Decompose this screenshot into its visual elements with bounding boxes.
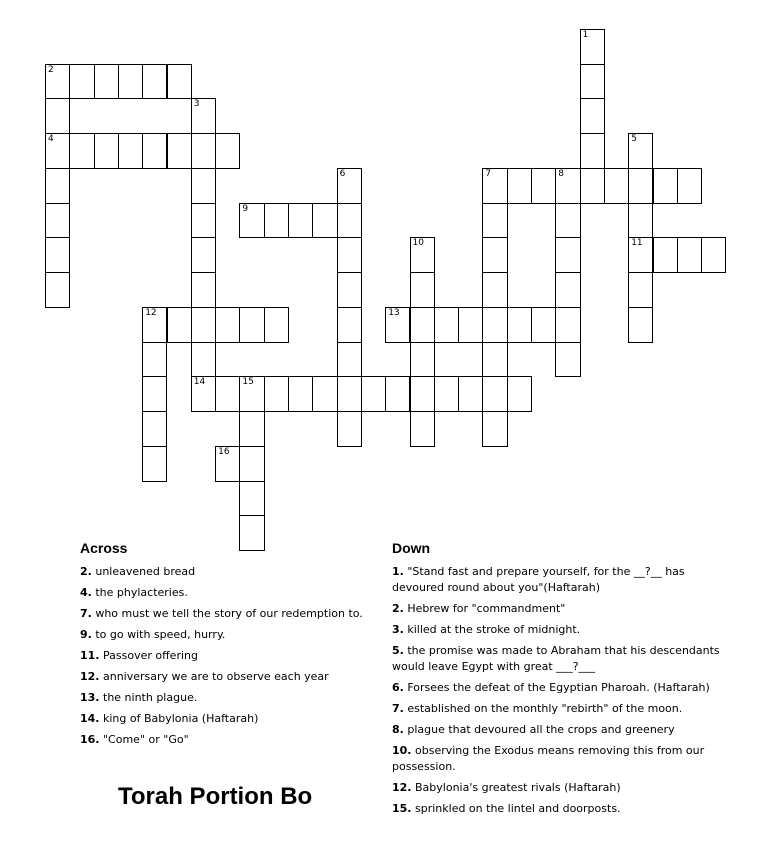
clue-text: king of Babylonia (Haftarah) — [103, 712, 259, 725]
clue-text: who must we tell the story of our redemption to. — [95, 607, 363, 620]
clue-number: 12 — [145, 307, 157, 318]
clue-text: Passover offering — [103, 649, 198, 662]
across-clue — [80, 711, 380, 727]
grid-cell[interactable] — [337, 168, 362, 204]
clue-label-number: 12. — [80, 670, 100, 683]
clue-label-number: 9. — [80, 628, 92, 641]
grid-cell[interactable] — [410, 307, 435, 343]
grid-cell[interactable] — [94, 64, 119, 100]
grid-cell[interactable] — [215, 376, 240, 412]
clue-text: "Come" or "Go" — [103, 733, 189, 746]
grid-cell[interactable] — [191, 203, 216, 239]
grid-cell[interactable] — [45, 64, 70, 100]
clue-label-number: 7. — [392, 702, 404, 715]
grid-cell[interactable] — [580, 168, 605, 204]
grid-cell[interactable] — [45, 272, 70, 308]
down-clue — [392, 680, 722, 696]
grid-cell[interactable] — [653, 168, 678, 204]
clue-text: anniversary we are to observe each year — [103, 670, 329, 683]
puzzle-title: Torah Portion Bo — [118, 783, 313, 810]
grid-cell[interactable] — [507, 376, 532, 412]
clue-label-number: 15. — [392, 802, 412, 815]
grid-cell[interactable] — [628, 307, 653, 343]
grid-cell[interactable] — [507, 307, 532, 343]
grid-cell[interactable] — [482, 237, 507, 273]
clue-label-number: 10. — [392, 744, 412, 757]
grid-cell[interactable] — [628, 133, 653, 169]
grid-cell[interactable] — [337, 376, 362, 412]
across-heading: Across — [80, 540, 128, 556]
grid-cell[interactable] — [142, 411, 167, 447]
grid-cell[interactable] — [458, 307, 483, 343]
clue-label-number: 6. — [392, 681, 404, 694]
grid-cell[interactable] — [337, 237, 362, 273]
down-clue — [392, 743, 722, 775]
grid-cell[interactable] — [45, 203, 70, 239]
clue-text: sprinkled on the lintel and doorposts. — [415, 802, 621, 815]
across-clue — [80, 585, 380, 601]
grid-cell[interactable] — [555, 307, 580, 343]
clue-number: 3 — [193, 99, 200, 110]
grid-cell[interactable] — [191, 237, 216, 273]
grid-cell[interactable] — [191, 272, 216, 308]
grid-cell[interactable] — [482, 168, 507, 204]
clue-number: 13 — [388, 307, 400, 318]
grid-cell[interactable] — [167, 133, 192, 169]
clue-text: to go with speed, hurry. — [95, 628, 226, 641]
grid-cell[interactable] — [312, 203, 337, 239]
down-clue — [392, 643, 722, 675]
clue-label-number: 7. — [80, 607, 92, 620]
clue-number: 9 — [242, 203, 249, 214]
grid-cell[interactable] — [555, 237, 580, 273]
grid-cell[interactable] — [239, 411, 264, 447]
grid-cell[interactable] — [482, 376, 507, 412]
grid-cell[interactable] — [142, 133, 167, 169]
across-clue — [80, 648, 380, 664]
grid-cell[interactable] — [142, 376, 167, 412]
clue-label-number: 1. — [392, 565, 404, 578]
grid-cell[interactable] — [45, 237, 70, 273]
grid-cell[interactable] — [69, 64, 94, 100]
clue-number: 7 — [485, 168, 492, 179]
clue-label-number: 13. — [80, 691, 100, 704]
grid-cell[interactable] — [555, 272, 580, 308]
grid-cell[interactable] — [239, 376, 264, 412]
grid-cell[interactable] — [555, 168, 580, 204]
grid-cell[interactable] — [555, 203, 580, 239]
clue-text: Forsees the defeat of the Egyptian Pharoah. (Haftarah) — [407, 681, 710, 694]
grid-cell[interactable] — [531, 168, 556, 204]
grid-cell[interactable] — [142, 342, 167, 378]
grid-cell[interactable] — [288, 376, 313, 412]
grid-cell[interactable] — [531, 307, 556, 343]
grid-cell[interactable] — [167, 64, 192, 100]
clue-text: unleavened bread — [95, 565, 196, 578]
clue-number: 1 — [582, 30, 589, 40]
grid-cell[interactable] — [215, 133, 240, 169]
grid-cell[interactable] — [458, 376, 483, 412]
grid-cell[interactable] — [337, 203, 362, 239]
grid-cell[interactable] — [482, 342, 507, 378]
grid-cell[interactable] — [482, 272, 507, 308]
clue-text: Babylonia's greatest rivals (Haftarah) — [415, 781, 621, 794]
clue-label-number: 2. — [80, 565, 92, 578]
grid-cell[interactable] — [191, 376, 216, 412]
grid-cell[interactable] — [191, 133, 216, 169]
grid-cell[interactable] — [361, 376, 386, 412]
grid-cell[interactable] — [385, 376, 410, 412]
grid-cell[interactable] — [118, 64, 143, 100]
grid-cell[interactable] — [264, 307, 289, 343]
grid-cell[interactable] — [142, 446, 167, 482]
grid-cell[interactable] — [555, 342, 580, 378]
clue-label-number: 2. — [392, 602, 404, 615]
grid-cell[interactable] — [312, 376, 337, 412]
down-clue — [392, 801, 722, 817]
grid-cell[interactable] — [580, 29, 605, 65]
clue-text: the phylacteries. — [95, 586, 188, 599]
grid-cell[interactable] — [628, 203, 653, 239]
clue-number: 15 — [242, 377, 254, 388]
grid-cell[interactable] — [628, 272, 653, 308]
grid-cell[interactable] — [653, 237, 678, 273]
grid-cell[interactable] — [410, 272, 435, 308]
grid-cell[interactable] — [410, 237, 435, 273]
clue-label-number: 12. — [392, 781, 412, 794]
across-clue — [80, 606, 380, 622]
down-clue — [392, 780, 722, 796]
grid-cell[interactable] — [239, 203, 264, 239]
clue-text: Hebrew for "commandment" — [407, 602, 566, 615]
down-clue — [392, 622, 722, 638]
clue-number: 8 — [558, 168, 565, 179]
grid-cell[interactable] — [45, 168, 70, 204]
grid-cell[interactable] — [628, 168, 653, 204]
grid-cell[interactable] — [410, 342, 435, 378]
grid-cell[interactable] — [239, 481, 264, 517]
grid-cell[interactable] — [701, 237, 726, 273]
clue-number: 16 — [218, 446, 230, 457]
grid-cell[interactable] — [45, 133, 70, 169]
clue-label-number: 3. — [392, 623, 404, 636]
clue-text: the promise was made to Abraham that his descendants would leave Egypt with great ___?___ — [392, 644, 720, 673]
clue-label-number: 11. — [80, 649, 100, 662]
across-clue — [80, 627, 380, 643]
clue-label-number: 5. — [392, 644, 404, 657]
grid-cell[interactable] — [69, 133, 94, 169]
grid-cell[interactable] — [142, 307, 167, 343]
grid-cell[interactable] — [482, 307, 507, 343]
grid-cell[interactable] — [337, 342, 362, 378]
grid-cell[interactable] — [337, 272, 362, 308]
grid-cell[interactable] — [385, 307, 410, 343]
grid-cell[interactable] — [142, 64, 167, 100]
clue-label-number: 14. — [80, 712, 100, 725]
grid-cell[interactable] — [677, 168, 702, 204]
clue-number: 6 — [339, 168, 346, 179]
grid-cell[interactable] — [628, 237, 653, 273]
clue-number: 4 — [48, 134, 54, 145]
across-clue — [80, 690, 380, 706]
down-clue — [392, 564, 722, 596]
across-clue — [80, 564, 380, 580]
grid-cell[interactable] — [410, 376, 435, 412]
down-clue — [392, 701, 722, 717]
grid-cell[interactable] — [604, 168, 629, 204]
grid-cell[interactable] — [264, 203, 289, 239]
grid-cell[interactable] — [288, 203, 313, 239]
clue-text: observing the Exodus means removing this from our possession. — [392, 744, 705, 773]
grid-cell[interactable] — [580, 98, 605, 134]
grid-cell[interactable] — [337, 411, 362, 447]
down-clue — [392, 722, 722, 738]
grid-cell[interactable] — [191, 307, 216, 343]
clue-number: 2 — [48, 64, 54, 75]
clue-text: "Stand fast and prepare yourself, for the __?__ has devoured round about you"(Haftarah) — [392, 565, 685, 594]
grid-cell[interactable] — [45, 98, 70, 134]
grid-cell[interactable] — [580, 133, 605, 169]
grid-cell[interactable] — [239, 446, 264, 482]
grid-cell[interactable] — [482, 203, 507, 239]
clue-number: 10 — [412, 238, 424, 249]
grid-cell[interactable] — [337, 307, 362, 343]
grid-cell[interactable] — [507, 168, 532, 204]
grid-cell[interactable] — [118, 133, 143, 169]
down-clues — [392, 540, 722, 822]
clue-number: 11 — [631, 238, 643, 249]
clue-label-number: 4. — [80, 586, 92, 599]
grid-cell[interactable] — [677, 237, 702, 273]
clue-text: killed at the stroke of midnight. — [407, 623, 581, 636]
grid-cell[interactable] — [191, 168, 216, 204]
clue-number: 5 — [631, 134, 637, 145]
clue-label-number: 16. — [80, 733, 100, 746]
across-clue — [80, 669, 380, 685]
grid-cell[interactable] — [215, 446, 240, 482]
grid-cell[interactable] — [482, 411, 507, 447]
across-clues — [80, 540, 380, 753]
across-clue — [80, 732, 380, 748]
grid-cell[interactable] — [410, 411, 435, 447]
clue-number: 14 — [193, 377, 206, 388]
grid-cell[interactable] — [191, 98, 216, 134]
grid-cell[interactable] — [94, 133, 119, 169]
down-heading: Down — [392, 540, 431, 556]
grid-cell[interactable] — [239, 307, 264, 343]
clue-text: established on the monthly "rebirth" of the moon. — [407, 702, 683, 715]
grid-cell[interactable] — [215, 307, 240, 343]
clue-text: plague that devoured all the crops and greenery — [407, 723, 675, 736]
down-clue — [392, 601, 722, 617]
grid-cell[interactable] — [167, 307, 192, 343]
clue-text: the ninth plague. — [103, 691, 198, 704]
grid-cell[interactable] — [191, 342, 216, 378]
clue-label-number: 8. — [392, 723, 404, 736]
grid-cell[interactable] — [264, 376, 289, 412]
grid-cell[interactable] — [580, 64, 605, 100]
grid-cell[interactable] — [434, 376, 459, 412]
grid-cell[interactable] — [434, 307, 459, 343]
